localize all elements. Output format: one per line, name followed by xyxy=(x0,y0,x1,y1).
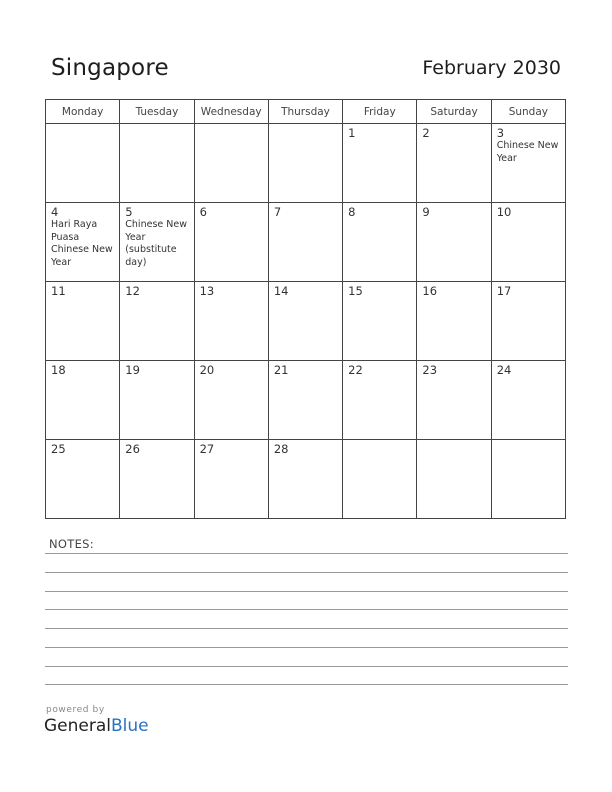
day-cell xyxy=(194,361,268,440)
day-cell xyxy=(120,203,194,282)
day-number: 20 xyxy=(199,363,215,377)
day-number: 16 xyxy=(422,284,438,298)
day-number: 24 xyxy=(496,363,512,377)
day-cell xyxy=(194,203,268,282)
holiday-label: Chinese New Year xyxy=(51,244,113,268)
calendar-body xyxy=(46,124,566,519)
notes-line xyxy=(45,553,568,554)
weekday-header-monday: Monday xyxy=(46,100,120,124)
day-number: 25 xyxy=(51,442,66,456)
brand-name-part2: Blue xyxy=(111,716,149,736)
day-cell xyxy=(46,361,120,440)
day-number: 13 xyxy=(199,284,215,298)
day-number: 23 xyxy=(422,363,438,377)
notes-line xyxy=(45,628,568,629)
week-row xyxy=(46,203,566,282)
day-number: 26 xyxy=(125,442,140,456)
day-cell xyxy=(343,440,417,519)
day-cell xyxy=(120,440,194,519)
day-number: 18 xyxy=(51,363,66,377)
country-title: Singapore xyxy=(51,55,169,81)
day-number: 14 xyxy=(273,284,289,298)
day-cell xyxy=(491,282,565,361)
week-row xyxy=(46,440,566,519)
weekday-header-thursday: Thursday xyxy=(268,100,342,124)
day-number: 19 xyxy=(125,363,140,377)
notes-line xyxy=(45,647,568,648)
weekday-header-friday: Friday xyxy=(343,100,417,124)
day-number: 27 xyxy=(199,442,215,456)
day-number: 17 xyxy=(496,284,512,298)
day-number: 3 xyxy=(496,126,505,140)
day-cell xyxy=(268,361,342,440)
notes-line xyxy=(45,684,568,685)
day-cell xyxy=(194,440,268,519)
day-number: 12 xyxy=(125,284,140,298)
day-cell xyxy=(46,124,120,203)
calendar-grid xyxy=(45,99,566,519)
day-cell xyxy=(343,282,417,361)
day-cell xyxy=(46,203,120,282)
day-cell xyxy=(120,124,194,203)
day-cell xyxy=(491,440,565,519)
day-number: 2 xyxy=(422,126,430,140)
week-row xyxy=(46,124,566,203)
day-number: 22 xyxy=(348,363,363,377)
day-cell xyxy=(268,282,342,361)
day-cell xyxy=(120,361,194,440)
day-cell xyxy=(343,203,417,282)
day-cell xyxy=(343,124,417,203)
weekday-header-tuesday: Tuesday xyxy=(120,100,194,124)
day-cell xyxy=(491,361,565,440)
notes-line xyxy=(45,609,568,610)
day-cell xyxy=(417,361,491,440)
day-cell xyxy=(194,124,268,203)
month-title: February 2030 xyxy=(422,57,561,79)
day-number: 15 xyxy=(348,284,363,298)
notes-line xyxy=(45,572,568,573)
holiday-label: Chinese New Year (substitute day) xyxy=(125,219,187,268)
day-cell xyxy=(491,124,565,203)
day-cell xyxy=(343,361,417,440)
day-number: 6 xyxy=(199,205,207,219)
holiday-label: Hari Raya Puasa xyxy=(51,219,98,243)
notes-line xyxy=(45,591,568,592)
day-cell xyxy=(417,440,491,519)
weekday-header-wednesday: Wednesday xyxy=(194,100,268,124)
day-number: 10 xyxy=(496,205,512,219)
day-cell xyxy=(417,282,491,361)
day-cell xyxy=(491,203,565,282)
day-cell xyxy=(46,282,120,361)
weekday-header-sunday: Sunday xyxy=(491,100,565,124)
day-cell xyxy=(46,440,120,519)
day-number: 21 xyxy=(273,363,289,377)
day-number: 8 xyxy=(348,205,356,219)
notes-line xyxy=(45,666,568,667)
day-number: 9 xyxy=(422,205,430,219)
day-cell xyxy=(417,203,491,282)
day-number: 5 xyxy=(125,205,133,219)
day-cell xyxy=(268,124,342,203)
notes-label: NOTES: xyxy=(49,537,94,551)
day-cell xyxy=(268,440,342,519)
week-row xyxy=(46,361,566,440)
brand-logo xyxy=(44,716,149,736)
brand-name-part1: General xyxy=(44,716,111,736)
day-number: 28 xyxy=(273,442,289,456)
day-cell xyxy=(417,124,491,203)
day-cell xyxy=(120,282,194,361)
weekday-header-saturday: Saturday xyxy=(417,100,491,124)
day-cell xyxy=(268,203,342,282)
day-number: 1 xyxy=(348,126,356,140)
week-row xyxy=(46,282,566,361)
powered-by-text: powered by xyxy=(46,705,105,715)
weekday-header-row xyxy=(46,100,566,124)
day-cell xyxy=(194,282,268,361)
day-number: 11 xyxy=(51,284,66,298)
holiday-label: Chinese New Year xyxy=(496,140,559,164)
day-number: 7 xyxy=(273,205,282,219)
day-number: 4 xyxy=(51,205,59,219)
